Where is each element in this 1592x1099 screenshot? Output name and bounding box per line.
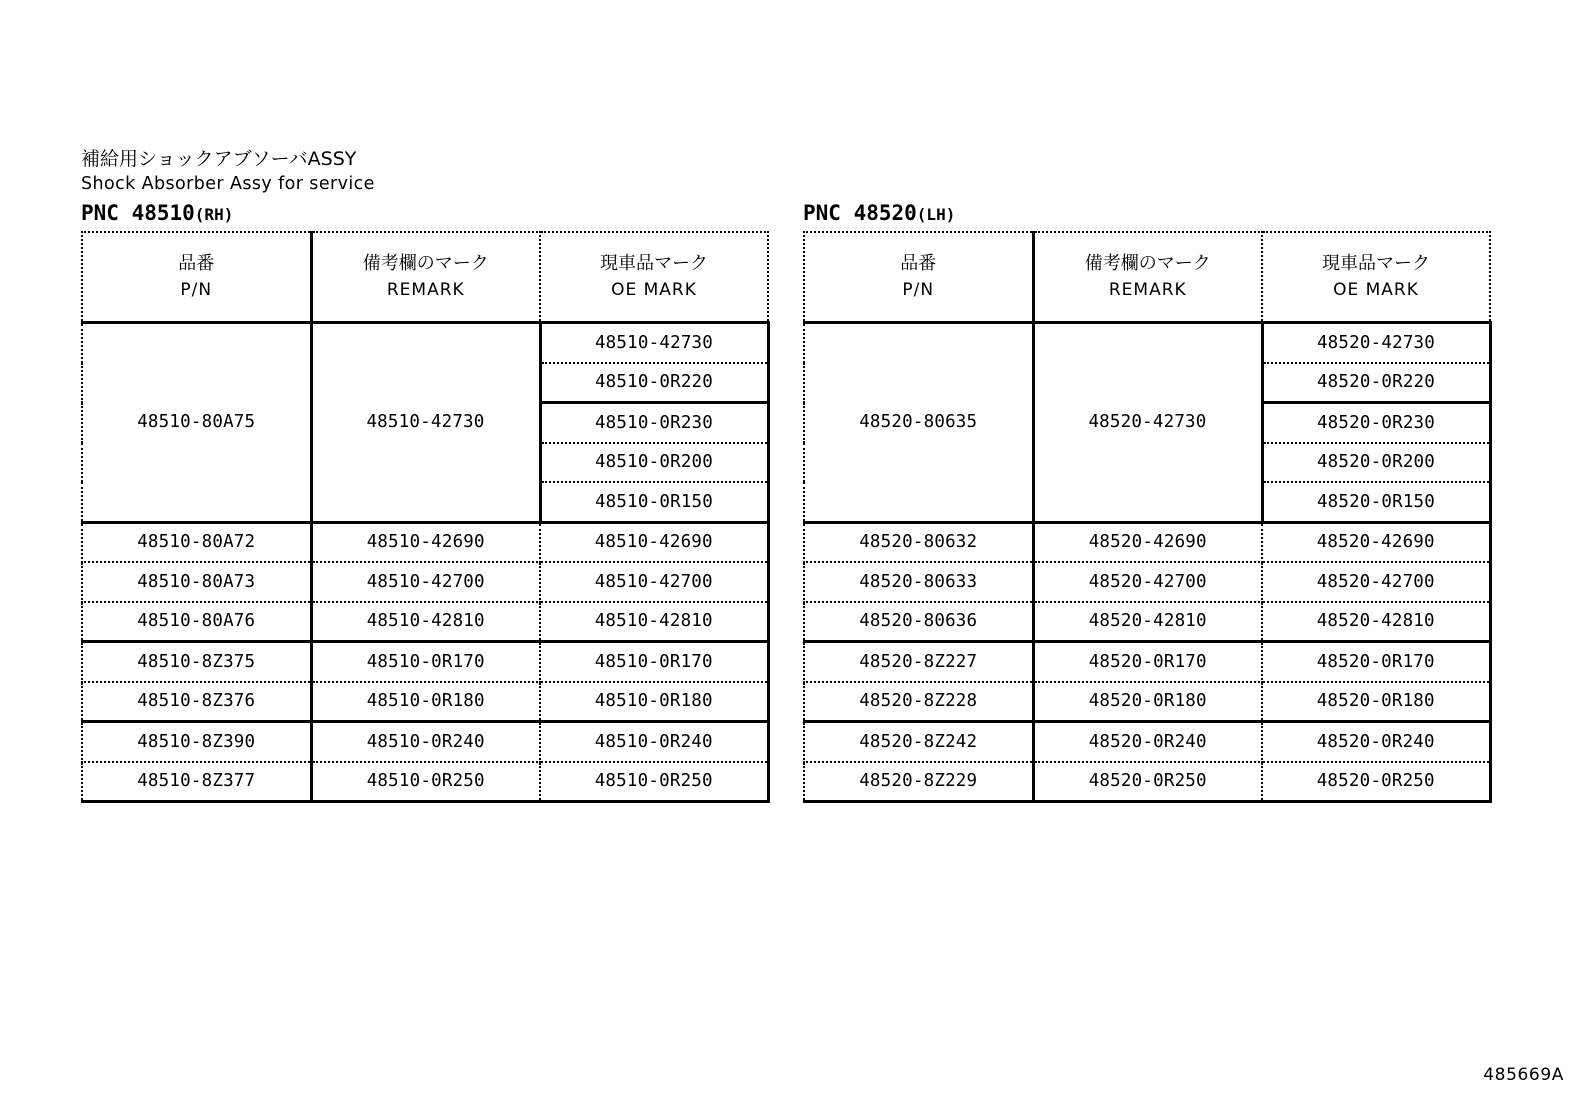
header-remark-en: REMARK: [386, 280, 465, 300]
cell-remark: 48510-42730: [311, 323, 540, 523]
table-header-row: [804, 232, 1490, 323]
cell-remark: 48520-42690: [1033, 522, 1262, 562]
cell-oe-mark: 48520-0R150: [1262, 482, 1490, 522]
cell-oe-mark: 48520-42690: [1262, 522, 1490, 562]
cell-remark: 48520-42810: [1033, 602, 1262, 642]
cell-part-number: 48520-80633: [804, 562, 1033, 602]
cell-oe-mark: 48510-42810: [540, 602, 768, 642]
cell-remark: 48510-42810: [311, 602, 540, 642]
cell-oe-mark: 48510-0R200: [540, 443, 768, 483]
table-row: [82, 722, 768, 762]
header-oe-mark-en: OE MARK: [611, 280, 697, 300]
cell-remark: 48510-42690: [311, 522, 540, 562]
header-part-number-jp: 品番: [178, 253, 215, 274]
cell-part-number: 48510-80A72: [82, 522, 311, 562]
cell-remark: 48510-0R170: [311, 642, 540, 682]
table-row: [82, 602, 768, 642]
header-remark-en: REMARK: [1108, 280, 1187, 300]
header-remark: [1033, 232, 1262, 323]
cell-oe-mark: 48520-0R170: [1262, 642, 1490, 682]
table-row: [804, 602, 1490, 642]
pnc-side-right: (LH): [916, 205, 956, 224]
cell-remark: 48520-0R180: [1033, 682, 1262, 722]
cell-remark: 48520-0R250: [1033, 762, 1262, 802]
header-oe-mark-en: OE MARK: [1333, 280, 1419, 300]
table-row: [82, 762, 768, 802]
cell-remark: 48510-42700: [311, 562, 540, 602]
table-row: [804, 323, 1490, 363]
cell-oe-mark: 48510-0R150: [540, 482, 768, 522]
header-part-number-jp: 品番: [900, 253, 937, 274]
cell-part-number: 48510-80A75: [82, 323, 311, 523]
cell-part-number: 48520-8Z242: [804, 722, 1033, 762]
cell-oe-mark: 48510-0R250: [540, 762, 768, 802]
cell-remark: 48510-0R180: [311, 682, 540, 722]
cell-oe-mark: 48510-0R230: [540, 403, 768, 443]
pnc-side-left: (RH): [194, 205, 234, 224]
cell-oe-mark: 48520-42730: [1262, 323, 1490, 363]
header-part-number: [82, 232, 311, 323]
cell-oe-mark: 48510-0R220: [540, 363, 768, 403]
table-row: [804, 682, 1490, 722]
cell-oe-mark: 48520-0R250: [1262, 762, 1490, 802]
pnc-label-left: [81, 203, 233, 225]
table-row: [804, 762, 1490, 802]
cell-part-number: 48510-8Z376: [82, 682, 311, 722]
header-remark-jp: 備考欄のマーク: [1084, 253, 1211, 274]
document-title-english: Shock Absorber Assy for service: [81, 174, 375, 194]
cell-oe-mark: 48520-0R220: [1262, 363, 1490, 403]
header-part-number-en: P/N: [180, 280, 213, 300]
header-oe-mark: [1262, 232, 1490, 323]
cell-remark: 48520-42700: [1033, 562, 1262, 602]
cell-oe-mark: 48510-0R240: [540, 722, 768, 762]
cell-oe-mark: 48510-42700: [540, 562, 768, 602]
cell-part-number: 48520-8Z229: [804, 762, 1033, 802]
cell-part-number: 48520-80636: [804, 602, 1033, 642]
cell-part-number: 48510-80A76: [82, 602, 311, 642]
table-row: [82, 522, 768, 562]
table-row: [82, 323, 768, 363]
pnc-label-right: [803, 203, 955, 225]
cell-part-number: 48510-8Z375: [82, 642, 311, 682]
pnc-number-left: PNC 48510: [81, 201, 195, 225]
cell-oe-mark: 48520-0R230: [1262, 403, 1490, 443]
cell-remark: 48510-0R250: [311, 762, 540, 802]
pnc-number-right: PNC 48520: [803, 201, 917, 225]
document-title-japanese: 補給用ショックアブソーバASSY: [81, 148, 357, 170]
table-row: [804, 562, 1490, 602]
cell-oe-mark: 48520-0R200: [1262, 443, 1490, 483]
table-row: [804, 522, 1490, 562]
table-header-row: [82, 232, 768, 323]
header-oe-mark: [540, 232, 768, 323]
cell-oe-mark: 48520-0R180: [1262, 682, 1490, 722]
table-row: [804, 722, 1490, 762]
header-oe-mark-jp: 現車品マーク: [600, 253, 708, 274]
cell-oe-mark: 48520-42700: [1262, 562, 1490, 602]
cell-part-number: 48510-8Z377: [82, 762, 311, 802]
header-part-number: [804, 232, 1033, 323]
figure-code: 485669A: [1483, 1065, 1564, 1085]
cell-part-number: 48520-80632: [804, 522, 1033, 562]
table-row: [804, 642, 1490, 682]
cell-remark: 48520-0R170: [1033, 642, 1262, 682]
cell-oe-mark: 48510-0R170: [540, 642, 768, 682]
cell-remark: 48520-42730: [1033, 323, 1262, 523]
cell-remark: 48520-0R240: [1033, 722, 1262, 762]
header-remark: [311, 232, 540, 323]
cell-oe-mark: 48510-42730: [540, 323, 768, 363]
cell-oe-mark: 48510-0R180: [540, 682, 768, 722]
header-remark-jp: 備考欄のマーク: [362, 253, 489, 274]
header-part-number-en: P/N: [902, 280, 935, 300]
cell-oe-mark: 48520-0R240: [1262, 722, 1490, 762]
cell-oe-mark: 48510-42690: [540, 522, 768, 562]
table-row: [82, 642, 768, 682]
document-heading: [81, 148, 781, 195]
table-row: [82, 682, 768, 722]
cell-part-number: 48520-8Z228: [804, 682, 1033, 722]
header-oe-mark-jp: 現車品マーク: [1322, 253, 1430, 274]
cell-part-number: 48510-80A73: [82, 562, 311, 602]
cell-part-number: 48510-8Z390: [82, 722, 311, 762]
parts-table-rh: [81, 231, 770, 803]
parts-table-lh: [803, 231, 1492, 803]
cell-part-number: 48520-80635: [804, 323, 1033, 523]
cell-oe-mark: 48520-42810: [1262, 602, 1490, 642]
cell-part-number: 48520-8Z227: [804, 642, 1033, 682]
table-row: [82, 562, 768, 602]
cell-remark: 48510-0R240: [311, 722, 540, 762]
